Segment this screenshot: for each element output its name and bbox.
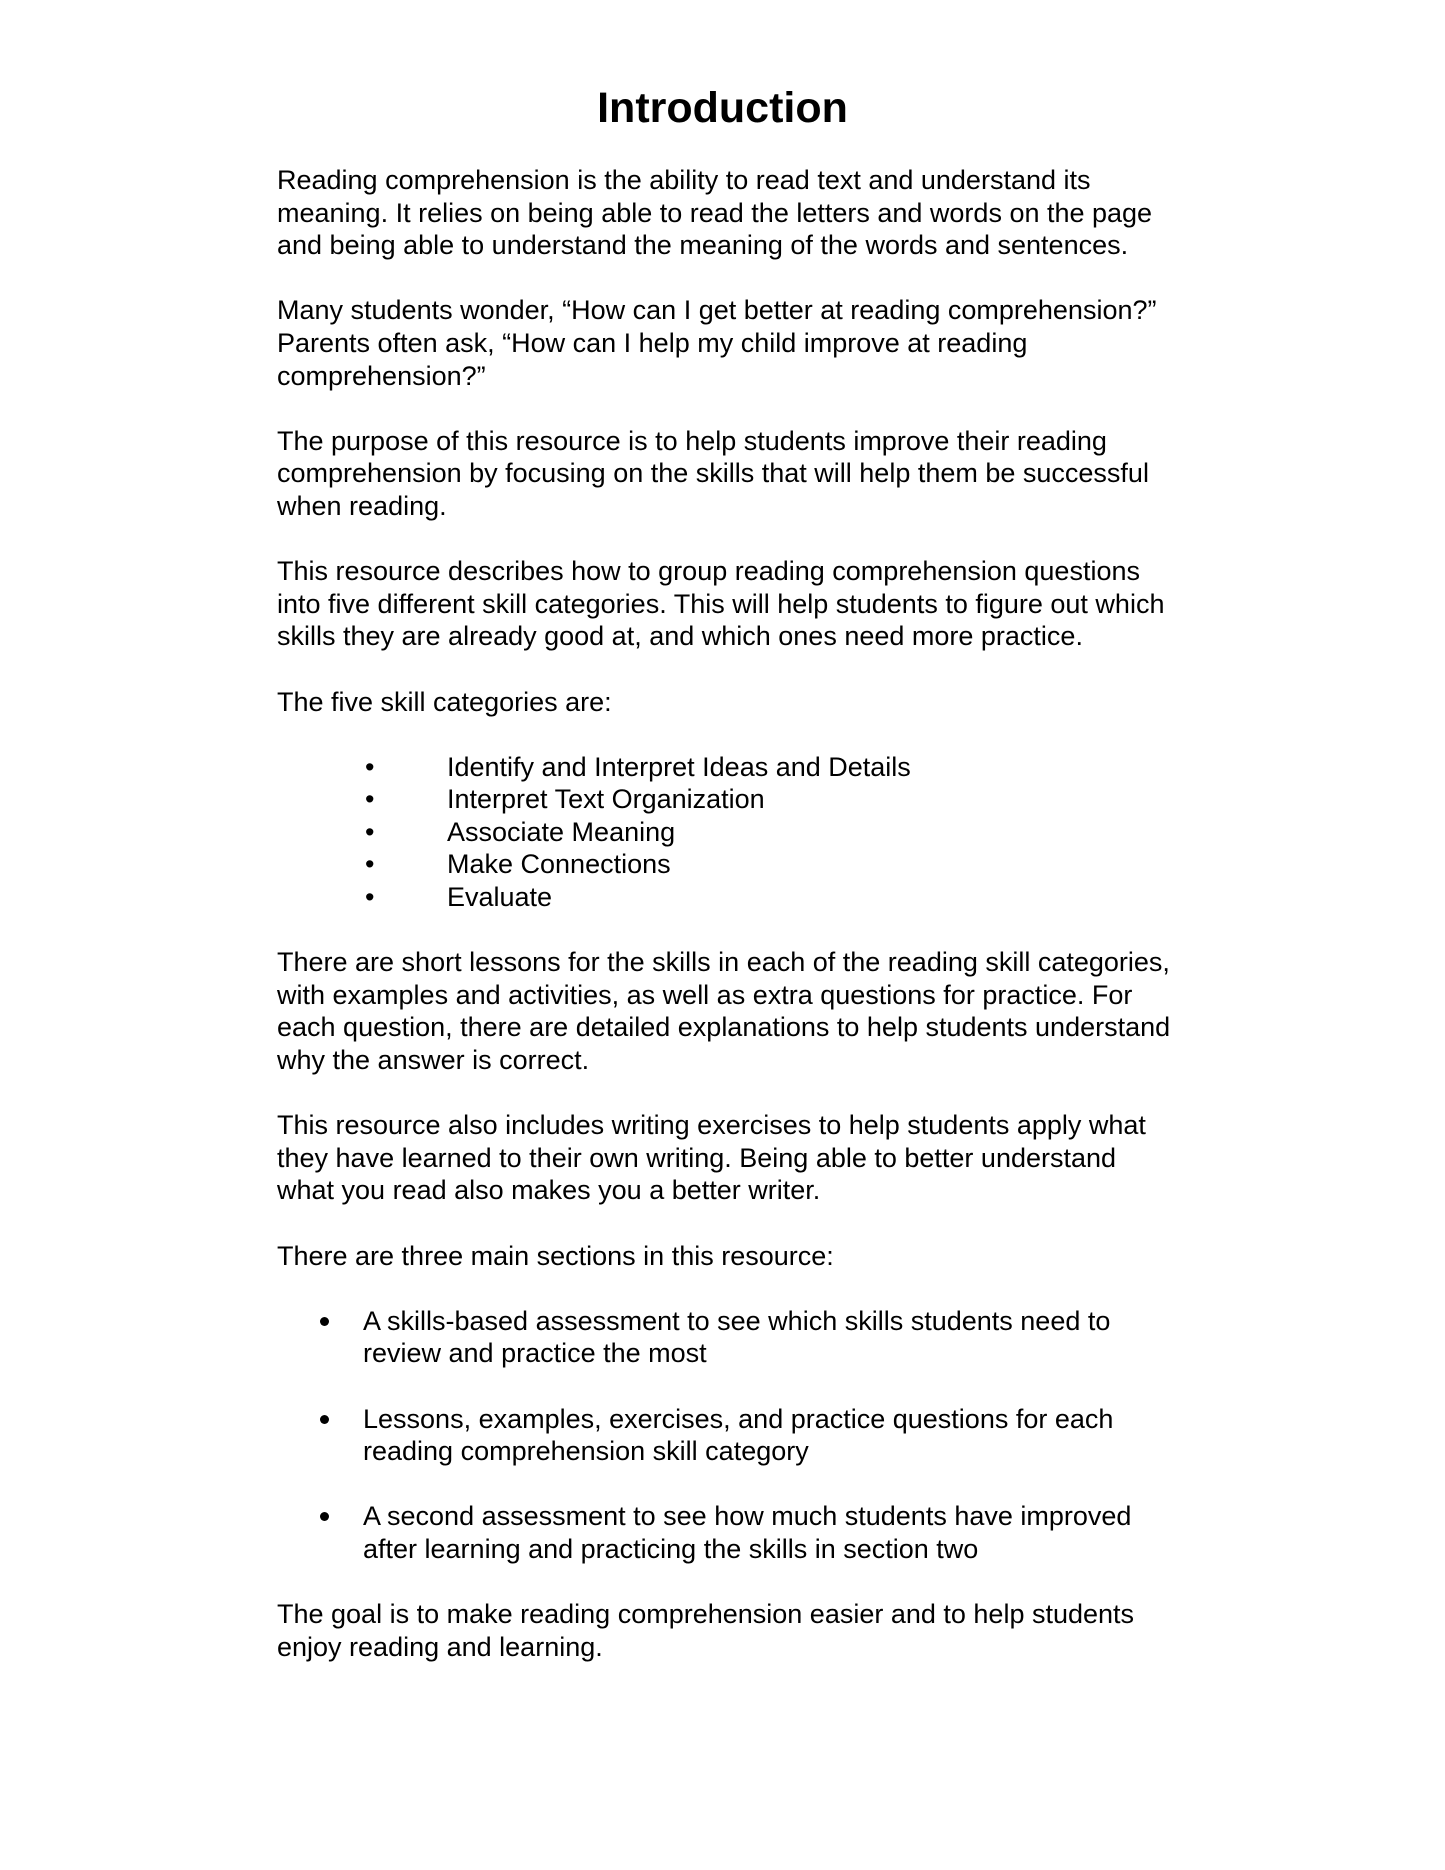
bullet-icon: • [365,882,375,913]
paragraph-lessons: There are short lessons for the skills in each of the reading skill categories, with examples and activities, as well as extra questions for practice. For each question, there are detailed explanations to help students understand why the answer is correct. [277,947,1171,1076]
paragraph-skill-grouping: This resource describes how to group reading comprehension questions into five different skill categories. This will help students to figure out which skills they are already good at, and which ones need more practice. [277,556,1165,652]
list-item [277,1500,1177,1565]
list-item [277,816,1177,849]
list-item [277,881,1177,914]
paragraph-writing: This resource also includes writing exercises to help students apply what they have learned to their own writing. Being able to better understand what you read also makes you a better writer. [277,1110,1146,1206]
bullet-dot-icon [320,1415,329,1424]
skill-categories-list [277,751,1177,914]
bullet-icon: • [365,751,375,782]
page-title: Introduction [597,84,848,132]
paragraph-student-questions: Many students wonder, “How can I get better at reading comprehension?” Parents often ask, “How can I help my child improve at reading comprehension?” [277,295,1157,391]
skill-category-label: Make Connections [447,849,671,880]
list-item [277,783,1177,816]
bullet-icon: • [365,784,375,815]
section-label: A skills-based assessment to see which skills students need to review and practice the most [363,1305,1111,1369]
section-label: A second assessment to see how much students have improved after learning and practicing the skills in section two [363,1501,1132,1564]
bullet-dot-icon [320,1317,329,1326]
list-item [277,1403,1177,1468]
bullet-icon: • [365,816,375,847]
bullet-icon: • [365,849,375,880]
skill-category-label: Evaluate [447,882,553,913]
sections-list [277,1305,1177,1566]
paragraph-sections-intro: There are three main sections in this resource: [277,1240,834,1271]
skill-category-label: Identify and Interpret Ideas and Details [447,751,911,782]
skill-category-label: Interpret Text Organization [447,784,765,815]
list-item [277,1305,1177,1370]
section-label: Lessons, examples, exercises, and practice questions for each reading comprehension skill category [363,1403,1114,1467]
paragraph-purpose: The purpose of this resource is to help students improve their reading comprehension by focusing on the skills that will help them be successful when reading. [277,425,1149,521]
paragraph-skill-intro: The five skill categories are: [277,686,612,717]
bullet-dot-icon [320,1512,329,1521]
paragraph-goal: The goal is to make reading comprehension easier and to help students enjoy reading and learning. [277,1599,1135,1662]
list-item [277,751,1177,784]
document-body [277,164,1177,1696]
paragraph-definition: Reading comprehension is the ability to read text and understand its meaning. It relies on being able to read the letters and words on the page and being able to understand the meaning of the words and sentences. [277,165,1153,261]
skill-category-label: Associate Meaning [447,816,676,847]
list-item [277,848,1177,881]
